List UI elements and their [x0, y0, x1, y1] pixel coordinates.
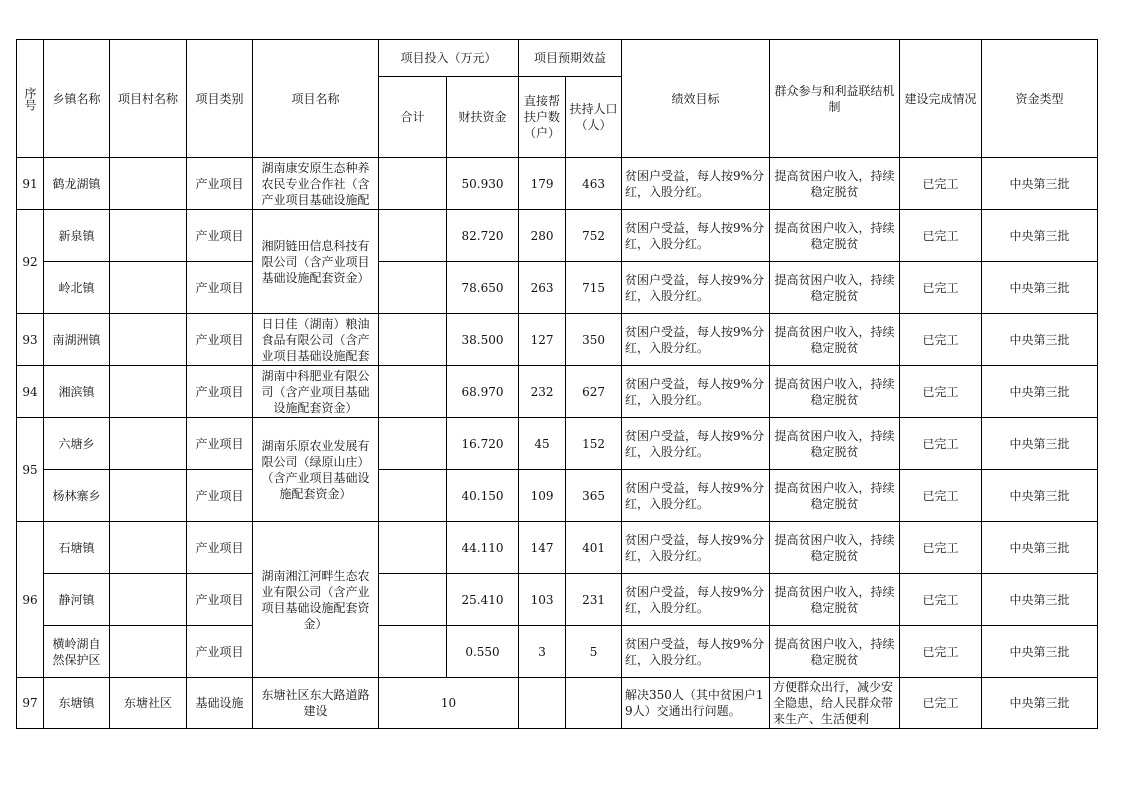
table-row — [17, 366, 1098, 418]
cell-fundtype: 中央第三批 — [982, 210, 1098, 262]
cell-town: 湘滨镇 — [44, 366, 110, 418]
cell-status: 已完工 — [900, 262, 982, 314]
cell-seq: 96 — [17, 522, 44, 678]
cell-total — [379, 210, 447, 262]
cell-population: 752 — [566, 210, 622, 262]
cell-households: 280 — [519, 210, 566, 262]
cell-category: 产业项目 — [187, 314, 253, 366]
cell-households: 103 — [519, 574, 566, 626]
cell-total — [379, 574, 447, 626]
cell-town: 新泉镇 — [44, 210, 110, 262]
cell-town: 石塘镇 — [44, 522, 110, 574]
cell-total — [379, 158, 447, 210]
cell-town: 南湖洲镇 — [44, 314, 110, 366]
cell-status: 已完工 — [900, 522, 982, 574]
cell-total — [379, 366, 447, 418]
cell-mechanism: 提高贫困户收入，持续稳定脱贫 — [770, 522, 900, 574]
cell-households: 45 — [519, 418, 566, 470]
table-row — [17, 574, 1098, 626]
cell-status: 已完工 — [900, 626, 982, 678]
cell-fund: 40.150 — [447, 470, 519, 522]
cell-seq: 93 — [17, 314, 44, 366]
cell-mechanism: 提高贫困户收入，持续稳定脱贫 — [770, 314, 900, 366]
cell-name: 湘阴链田信息科技有限公司（含产业项目基础设施配套资金） — [253, 210, 379, 314]
project-table — [16, 39, 1098, 729]
cell-population: 365 — [566, 470, 622, 522]
cell-status: 已完工 — [900, 366, 982, 418]
cell-fund: 10 — [379, 678, 519, 729]
mechanism-text: 方便群众出行，减少安全隐患，给人民群众带来生产、生活便利 — [773, 680, 894, 726]
cell-seq: 97 — [17, 678, 44, 729]
cell-households: 232 — [519, 366, 566, 418]
cell-mechanism: 提高贫困户收入，持续稳定脱贫 — [770, 366, 900, 418]
cell-fundtype: 中央第三批 — [982, 158, 1098, 210]
cell-households: 179 — [519, 158, 566, 210]
header-seq: 序号 — [17, 40, 44, 158]
cell-goal: 贫困户受益，每人按9%分红，入股分红。 — [622, 210, 770, 262]
cell-goal: 贫困户受益，每人按9%分红，入股分红。 — [622, 522, 770, 574]
cell-category: 产业项目 — [187, 418, 253, 470]
header-fundtype: 资金类型 — [982, 40, 1098, 158]
cell-fundtype: 中央第三批 — [982, 418, 1098, 470]
cell-fund: 68.970 — [447, 366, 519, 418]
cell-town: 六塘乡 — [44, 418, 110, 470]
cell-total — [379, 626, 447, 678]
cell-category: 产业项目 — [187, 522, 253, 574]
cell-goal: 贫困户受益，每人按9%分红，入股分红。 — [622, 366, 770, 418]
cell-category: 产业项目 — [187, 626, 253, 678]
header-households: 直接帮扶户数（户） — [519, 77, 566, 158]
cell-fundtype: 中央第三批 — [982, 262, 1098, 314]
cell-fundtype: 中央第三批 — [982, 366, 1098, 418]
cell-name — [253, 158, 379, 210]
cell-population: 350 — [566, 314, 622, 366]
table-row — [17, 678, 1098, 729]
cell-fundtype: 中央第三批 — [982, 574, 1098, 626]
header-investment: 项目投入（万元） — [379, 40, 519, 77]
table-row — [17, 522, 1098, 574]
header-status: 建设完成情况 — [900, 40, 982, 158]
cell-town: 鹤龙湖镇 — [44, 158, 110, 210]
cell-category: 产业项目 — [187, 210, 253, 262]
cell-category: 基础设施 — [187, 678, 253, 729]
cell-fund: 25.410 — [447, 574, 519, 626]
cell-mechanism: 提高贫困户收入，持续稳定脱贫 — [770, 574, 900, 626]
header-category: 项目类别 — [187, 40, 253, 158]
header-population: 扶持人口（人） — [566, 77, 622, 158]
cell-village — [110, 158, 187, 210]
project-name-text: 湖南康安原生态种养农民专业合作社（含产业项目基础设施配 — [261, 160, 370, 207]
table-row — [17, 314, 1098, 366]
table-row — [17, 158, 1098, 210]
cell-total — [379, 418, 447, 470]
cell-fundtype: 中央第三批 — [982, 678, 1098, 729]
cell-households: 109 — [519, 470, 566, 522]
cell-households: 3 — [519, 626, 566, 678]
cell-seq: 94 — [17, 366, 44, 418]
cell-town: 静河镇 — [44, 574, 110, 626]
cell-seq: 92 — [17, 210, 44, 314]
header-name: 项目名称 — [253, 40, 379, 158]
cell-status: 已完工 — [900, 678, 982, 729]
cell-total — [379, 470, 447, 522]
cell-fund: 82.720 — [447, 210, 519, 262]
cell-total — [379, 262, 447, 314]
project-name-text: 日日佳（湖南）粮油食品有限公司（含产业项目基础设施配套 — [261, 316, 370, 363]
cell-category: 产业项目 — [187, 366, 253, 418]
cell-name: 湖南湘江河畔生态农业有限公司（含产业项目基础设施配套资金） — [253, 522, 379, 678]
cell-fundtype: 中央第三批 — [982, 470, 1098, 522]
header-town: 乡镇名称 — [44, 40, 110, 158]
cell-mechanism — [770, 678, 900, 729]
cell-mechanism: 提高贫困户收入，持续稳定脱贫 — [770, 210, 900, 262]
cell-goal: 贫困户受益，每人按9%分红，入股分红。 — [622, 574, 770, 626]
cell-status: 已完工 — [900, 158, 982, 210]
header-total: 合计 — [379, 77, 447, 158]
cell-population: 401 — [566, 522, 622, 574]
cell-name: 湖南乐原农业发展有限公司（绿原山庄）（含产业项目基础设施配套资金） — [253, 418, 379, 522]
cell-village: 东塘社区 — [110, 678, 187, 729]
header-fund: 财扶资金 — [447, 77, 519, 158]
cell-village — [110, 522, 187, 574]
cell-mechanism: 提高贫困户收入，持续稳定脱贫 — [770, 470, 900, 522]
cell-town: 岭北镇 — [44, 262, 110, 314]
header-benefit: 项目预期效益 — [519, 40, 622, 77]
cell-town: 东塘镇 — [44, 678, 110, 729]
cell-mechanism: 提高贫困户收入，持续稳定脱贫 — [770, 418, 900, 470]
cell-fundtype: 中央第三批 — [982, 314, 1098, 366]
cell-fund: 38.500 — [447, 314, 519, 366]
cell-status: 已完工 — [900, 314, 982, 366]
cell-goal: 解决350人（其中贫困户19人）交通出行问题。 — [622, 678, 770, 729]
cell-population: 715 — [566, 262, 622, 314]
cell-goal: 贫困户受益，每人按9%分红，入股分红。 — [622, 470, 770, 522]
cell-village — [110, 470, 187, 522]
cell-status: 已完工 — [900, 574, 982, 626]
cell-category: 产业项目 — [187, 470, 253, 522]
cell-total — [379, 522, 447, 574]
cell-population: 5 — [566, 626, 622, 678]
cell-village — [110, 262, 187, 314]
cell-goal: 贫困户受益，每人按9%分红，入股分红。 — [622, 626, 770, 678]
cell-status: 已完工 — [900, 418, 982, 470]
cell-goal: 贫困户受益，每人按9%分红，入股分红。 — [622, 314, 770, 366]
cell-fund: 0.550 — [447, 626, 519, 678]
cell-status: 已完工 — [900, 210, 982, 262]
cell-population: 627 — [566, 366, 622, 418]
cell-status: 已完工 — [900, 470, 982, 522]
table-row — [17, 418, 1098, 470]
header-mechanism: 群众参与和利益联结机制 — [770, 40, 900, 158]
cell-fundtype: 中央第三批 — [982, 522, 1098, 574]
cell-seq: 95 — [17, 418, 44, 522]
cell-village — [110, 314, 187, 366]
cell-goal: 贫困户受益，每人按9%分红，入股分红。 — [622, 262, 770, 314]
cell-total — [379, 314, 447, 366]
cell-households — [519, 678, 566, 729]
cell-category: 产业项目 — [187, 574, 253, 626]
cell-fund: 44.110 — [447, 522, 519, 574]
table-row — [17, 626, 1098, 678]
cell-village — [110, 418, 187, 470]
header-goal: 绩效目标 — [622, 40, 770, 158]
cell-fund: 50.930 — [447, 158, 519, 210]
cell-fund: 16.720 — [447, 418, 519, 470]
cell-population: 152 — [566, 418, 622, 470]
cell-fund: 78.650 — [447, 262, 519, 314]
cell-name — [253, 314, 379, 366]
cell-village — [110, 366, 187, 418]
cell-seq: 91 — [17, 158, 44, 210]
cell-town: 杨林寨乡 — [44, 470, 110, 522]
cell-village — [110, 626, 187, 678]
table-row — [17, 262, 1098, 314]
cell-households: 147 — [519, 522, 566, 574]
cell-goal: 贫困户受益，每人按9%分红，入股分红。 — [622, 158, 770, 210]
cell-mechanism: 提高贫困户收入，持续稳定脱贫 — [770, 262, 900, 314]
table-row — [17, 470, 1098, 522]
cell-mechanism: 提高贫困户收入，持续稳定脱贫 — [770, 158, 900, 210]
cell-fundtype: 中央第三批 — [982, 626, 1098, 678]
header-village: 项目村名称 — [110, 40, 187, 158]
cell-village — [110, 210, 187, 262]
cell-households: 127 — [519, 314, 566, 366]
table-row — [17, 210, 1098, 262]
cell-town: 横岭湖自然保护区 — [44, 626, 110, 678]
cell-households: 263 — [519, 262, 566, 314]
cell-mechanism: 提高贫困户收入，持续稳定脱贫 — [770, 626, 900, 678]
cell-population: 231 — [566, 574, 622, 626]
cell-goal: 贫困户受益，每人按9%分红，入股分红。 — [622, 418, 770, 470]
cell-village — [110, 574, 187, 626]
cell-category: 产业项目 — [187, 158, 253, 210]
cell-population — [566, 678, 622, 729]
cell-name: 东塘社区东大路道路建设 — [253, 678, 379, 729]
cell-name: 湖南中科肥业有限公司（含产业项目基础设施配套资金） — [253, 366, 379, 418]
cell-category: 产业项目 — [187, 262, 253, 314]
cell-population: 463 — [566, 158, 622, 210]
